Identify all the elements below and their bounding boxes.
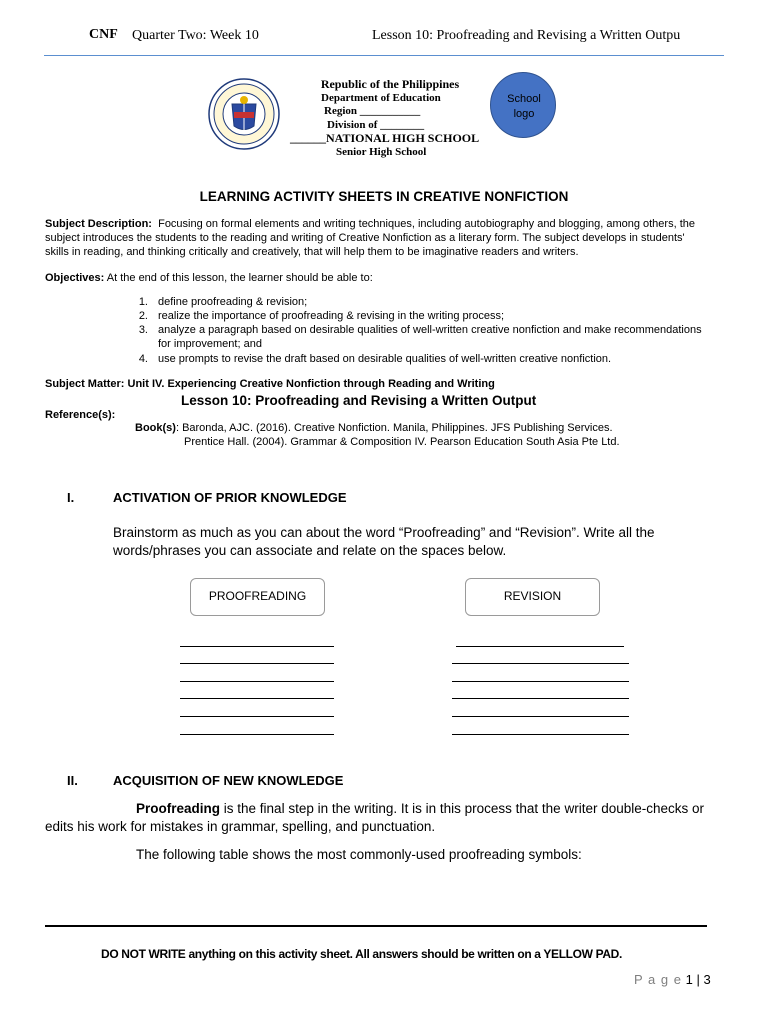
list-item: 2. realize the importance of proofreading & revising in the writing process; xyxy=(138,310,505,322)
answer-line[interactable] xyxy=(180,681,334,682)
letterhead-school: ______NATIONAL HIGH SCHOOL xyxy=(290,131,480,145)
header-quarter: Quarter Two: Week 10 xyxy=(132,28,259,43)
letterhead-shs: Senior High School xyxy=(336,145,427,158)
lesson-title: Lesson 10: Proofreading and Revising a Written Output xyxy=(181,393,537,408)
list-item: 1. define proofreading & revision; xyxy=(138,296,308,308)
proofreading-definition xyxy=(45,800,735,836)
answer-line[interactable] xyxy=(452,698,629,699)
list-item: 3. analyze a paragraph based on desirable qualities of well-written creative nonfiction and make recommendations xyxy=(138,324,702,336)
subject-description-label: Subject Description: xyxy=(45,218,152,230)
seal-text xyxy=(208,78,209,79)
section-2-title: ACQUISITION OF NEW KNOWLEDGE xyxy=(113,773,344,788)
page-current: 1 xyxy=(685,972,693,987)
letterhead-republic: Republic of the Philippines xyxy=(320,77,460,91)
reference-book-2: Prentice Hall. (2004). Grammar & Composition IV. Pearson Education South Asia Pte Ltd. xyxy=(184,436,620,448)
proofreading-term: Proofreading xyxy=(136,801,221,816)
objectives-label: Objectives: xyxy=(45,272,105,284)
answer-line[interactable] xyxy=(452,681,629,682)
answer-line[interactable] xyxy=(180,646,334,647)
letterhead-division: Division of ________ xyxy=(327,118,425,131)
page-number xyxy=(634,972,711,987)
page-label: P a g e xyxy=(634,972,682,987)
list-item: 4. use prompts to revise the draft based on desirable qualities of well-written creative nonfiction. xyxy=(138,353,612,365)
reference-book-1 xyxy=(135,421,613,435)
subject-description-line2: subject introduces the students to the reading and writing of Creative Nonfiction as a literary form. The subject develops in students' xyxy=(45,232,685,244)
school-logo xyxy=(490,72,556,138)
section-1-line2: words/phrases you can associate and relate on the spaces below. xyxy=(113,543,507,558)
subject-description-line1: Focusing on formal elements and writing techniques, including autobiography and blogging, among others, the xyxy=(158,218,695,230)
document-title: LEARNING ACTIVITY SHEETS IN CREATIVE NONFICTION xyxy=(199,189,569,204)
answer-line[interactable] xyxy=(456,646,624,647)
deped-seal xyxy=(208,78,280,150)
answer-line[interactable] xyxy=(180,734,334,735)
proofreading-box: PROOFREADING xyxy=(190,578,325,616)
footer-notice: DO NOT WRITE anything on this activity sheet. All answers should be written on a YELLOW PAD. xyxy=(101,947,622,961)
section-1-title: ACTIVATION OF PRIOR KNOWLEDGE xyxy=(113,490,347,505)
letterhead-department: Department of Education xyxy=(321,91,441,104)
answer-line[interactable] xyxy=(180,663,334,664)
page-separator: | xyxy=(696,972,700,987)
answer-line[interactable] xyxy=(452,734,629,735)
school-logo-label: School logo xyxy=(507,93,541,120)
section-1-number: I. xyxy=(67,490,75,505)
definition-line1: is the final step in the writing. It is in this process that the writer double-checks or xyxy=(223,801,705,816)
definition-line2: edits his work for mistakes in grammar, spelling, and punctuation. xyxy=(45,819,436,834)
list-item: for improvement; and xyxy=(158,338,262,350)
references-label: Reference(s): xyxy=(45,409,116,421)
objectives-intro-text: At the end of this lesson, the learner should be able to: xyxy=(106,272,373,284)
header-subject: CNF xyxy=(89,27,118,42)
objectives-list xyxy=(134,295,734,367)
objectives-intro xyxy=(45,271,373,285)
answer-line[interactable] xyxy=(452,663,629,664)
subject-matter: Subject Matter: Unit IV. Experiencing Creative Nonfiction through Reading and Writing xyxy=(45,378,495,390)
header-rule xyxy=(44,55,724,56)
answer-line[interactable] xyxy=(180,698,334,699)
header-lesson: Lesson 10: Proofreading and Revising a Written Outpu xyxy=(372,28,681,43)
answer-line[interactable] xyxy=(180,716,334,717)
answer-line[interactable] xyxy=(452,716,629,717)
subject-description xyxy=(45,217,735,259)
subject-description-line3: skills in reading, and thinking critically and creatively, that will help them to be imaginative readers and writers. xyxy=(45,246,579,258)
footer-rule xyxy=(45,925,707,927)
page-total: 3 xyxy=(703,972,711,987)
section-2-number: II. xyxy=(67,773,78,788)
section-1-line1: Brainstorm as much as you can about the word “Proofreading” and “Revision”. Write all the xyxy=(113,525,655,540)
revision-box: REVISION xyxy=(465,578,600,616)
book-1-text: : Baronda, AJC. (2016). Creative Nonfiction. Manila, Philippines. JFS Publishing Services. xyxy=(175,422,613,434)
table-intro: The following table shows the most commonly-used proofreading symbols: xyxy=(136,847,582,862)
section-1-instructions xyxy=(113,524,733,560)
books-label: Book(s) xyxy=(135,422,176,434)
letterhead-region: Region ___________ xyxy=(324,105,421,117)
